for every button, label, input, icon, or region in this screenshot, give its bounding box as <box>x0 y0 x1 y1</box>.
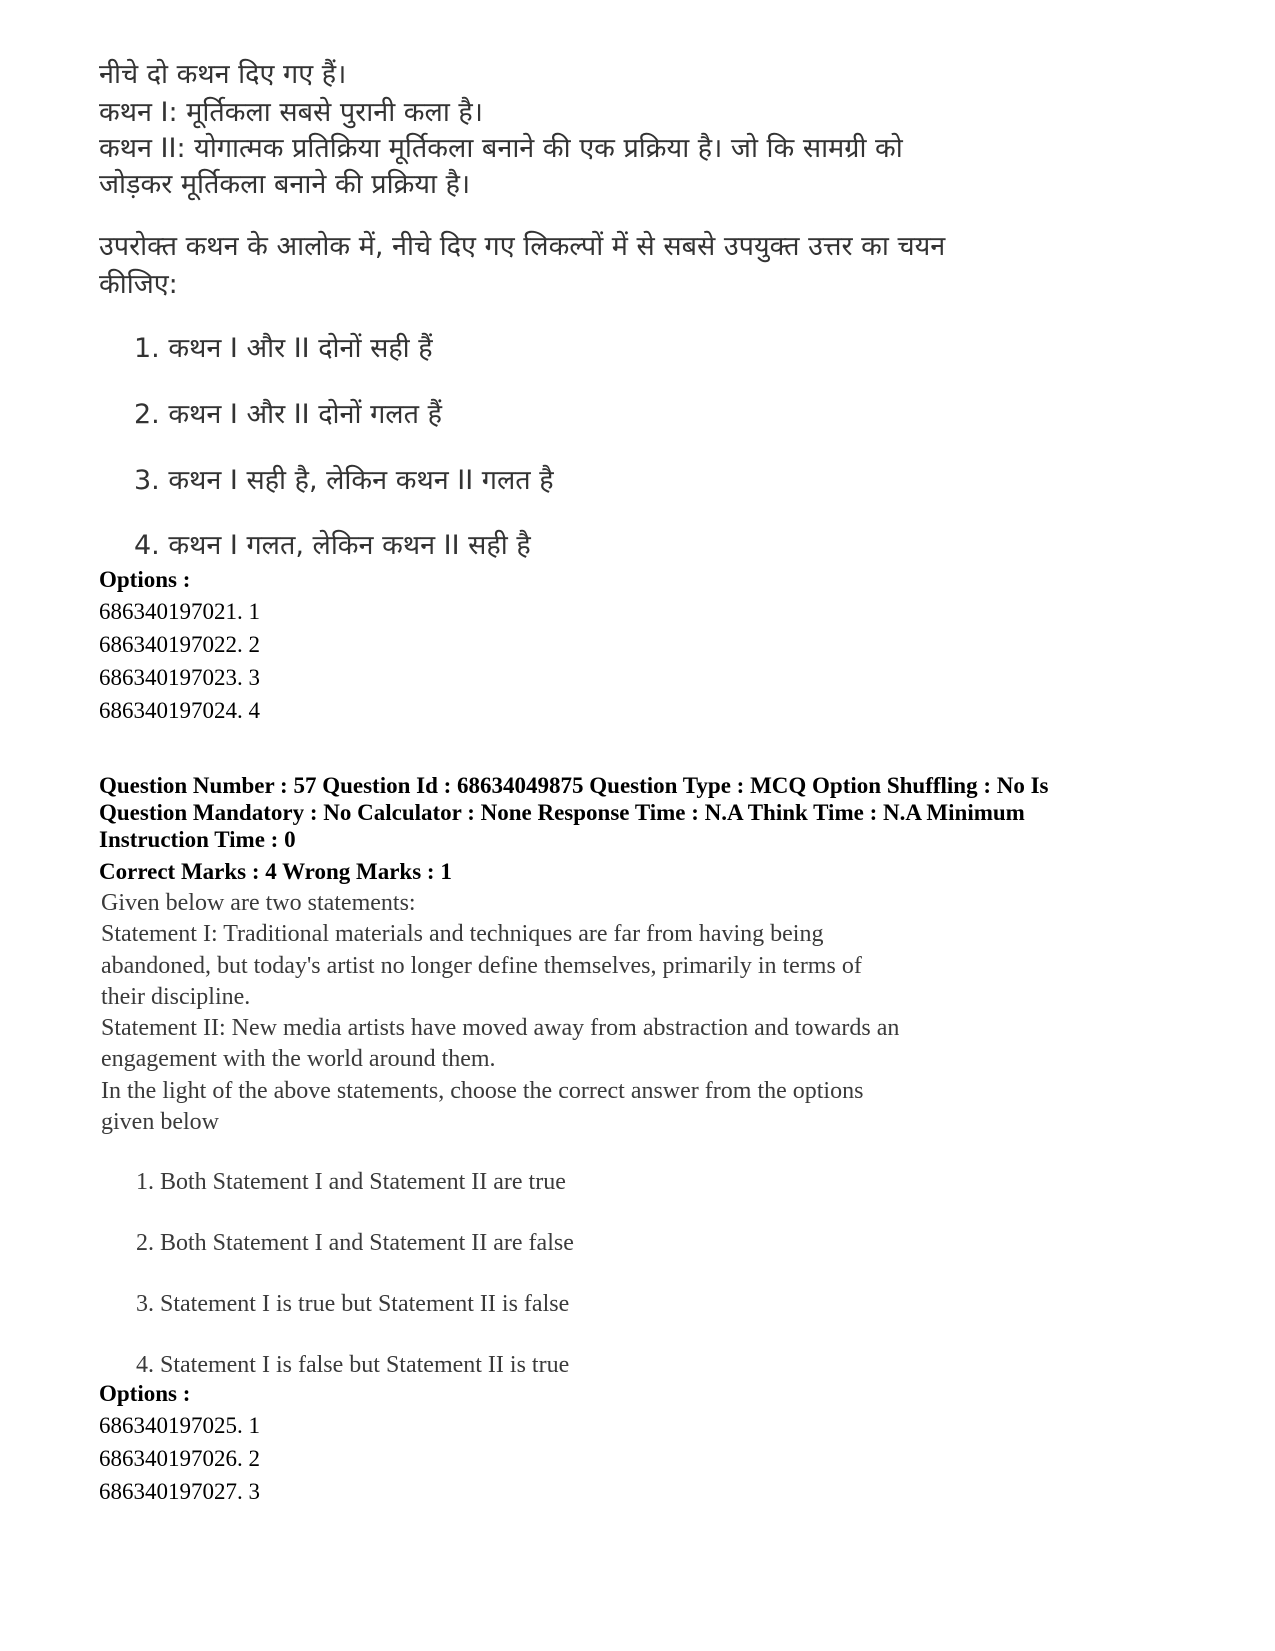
q57-stem-line: Statement II: New media artists have moved away from abstraction and towards an <box>101 1015 900 1041</box>
q57-stem-line: abandoned, but today's artist no longer define themselves, primarily in terms of <box>101 953 862 979</box>
q56-stem-line: नीचे दो कथन दिए गए हैं। <box>99 59 347 90</box>
q57-marks: Correct Marks : 4 Wrong Marks : 1 <box>99 859 452 884</box>
q56-choice: 1. कथन I और II दोनों सही हैं <box>134 333 433 364</box>
q57-stem-line: engagement with the world around them. <box>101 1046 496 1072</box>
q56-option-id: 686340197022. 2 <box>99 632 260 657</box>
q57-options-label: Options : <box>99 1381 191 1406</box>
q57-stem-line: Statement I: Traditional materials and techniques are far from having being <box>101 921 824 947</box>
q56-choice: 3. कथन I सही है, लेकिन कथन II गलत है <box>134 465 554 496</box>
q57-option-id: 686340197025. 1 <box>99 1413 260 1438</box>
q57-choice: 1. Both Statement I and Statement II are true <box>136 1169 566 1195</box>
q56-option-id: 686340197023. 3 <box>99 665 260 690</box>
q57-stem-line: Given below are two statements: <box>101 890 416 916</box>
q56-choice: 2. कथन I और II दोनों गलत हैं <box>134 399 442 430</box>
q57-choice: 2. Both Statement I and Statement II are false <box>136 1230 574 1256</box>
q57-option-id: 686340197026. 2 <box>99 1446 260 1471</box>
q56-instruction-line: कीजिए: <box>99 269 178 300</box>
q57-meta-line: Question Number : 57 Question Id : 68634049875 Question Type : MCQ Option Shuffling : No Is <box>99 773 1049 798</box>
q56-stem-line: कथन I: मूर्तिकला सबसे पुरानी कला है। <box>99 97 483 128</box>
q57-option-id: 686340197027. 3 <box>99 1479 260 1504</box>
q57-meta-line: Instruction Time : 0 <box>99 827 296 852</box>
q57-stem-line: their discipline. <box>101 984 251 1010</box>
q56-stem-line: कथन II: योगात्मक प्रतिक्रिया मूर्तिकला बनाने की एक प्रक्रिया है। जो कि सामग्री को <box>99 133 903 164</box>
q56-option-id: 686340197021. 1 <box>99 599 260 624</box>
q57-stem-line: In the light of the above statements, choose the correct answer from the options <box>101 1078 864 1104</box>
q57-meta-line: Question Mandatory : No Calculator : None Response Time : N.A Think Time : N.A Minimum <box>99 800 1025 825</box>
q57-choice: 3. Statement I is true but Statement II is false <box>136 1291 570 1317</box>
q56-choice: 4. कथन I गलत, लेकिन कथन II सही है <box>134 530 531 561</box>
q57-stem-line: given below <box>101 1109 219 1135</box>
q56-option-id: 686340197024. 4 <box>99 698 260 723</box>
q56-options-label: Options : <box>99 567 191 592</box>
q57-choice: 4. Statement I is false but Statement II is true <box>136 1352 570 1378</box>
q56-stem-line: जोड़कर मूर्तिकला बनाने की प्रक्रिया है। <box>99 169 471 200</box>
q56-instruction-line: उपरोक्त कथन के आलोक में, नीचे दिए गए लिकल्पों में से सबसे उपयुक्त उत्तर का चयन <box>99 231 946 262</box>
